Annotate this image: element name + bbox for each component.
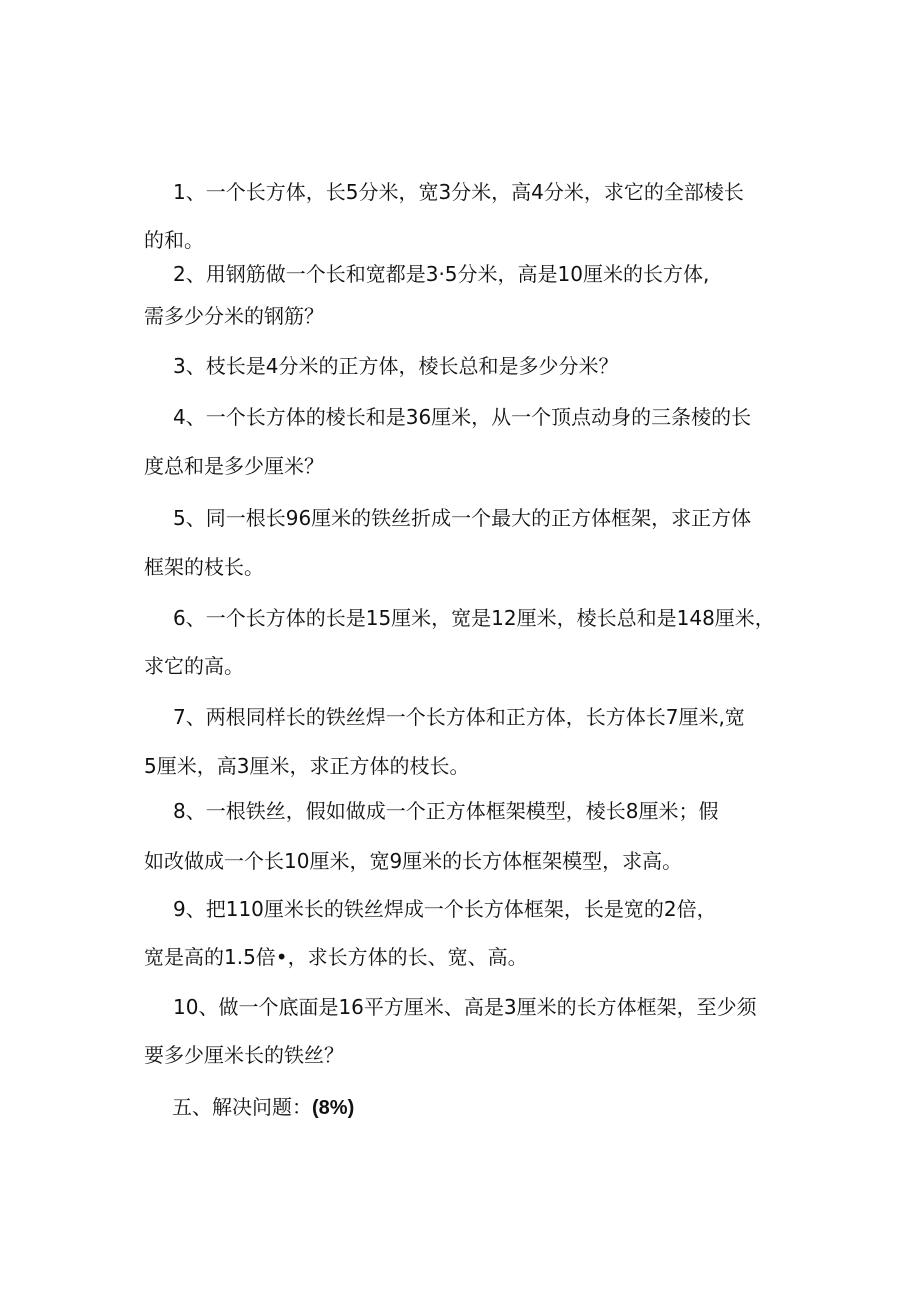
problem-6-line-2: 求它的高。 bbox=[144, 654, 244, 678]
problem-3-line-1: 3、枝长是4分米的正方体，棱长总和是多少分米？ bbox=[173, 354, 619, 378]
problem-4-line-2: 度总和是多少厘米？ bbox=[144, 454, 324, 478]
problem-2-line-1: 2、用钢筋做一个长和宽都是3·5分米，高是10厘米的长方体, bbox=[173, 262, 710, 286]
problem-2-line-2: 需多少分米的钢筋？ bbox=[144, 304, 324, 328]
section-score: (8%) bbox=[312, 1097, 355, 1119]
section-title: 五、解决问题： bbox=[172, 1095, 312, 1119]
problem-6-line-1: 6、一个长方体的长是15厘米，宽是12厘米，棱长总和是148厘米， bbox=[173, 606, 775, 630]
problem-10-line-2: 要多少厘米长的铁丝？ bbox=[144, 1043, 344, 1067]
problem-9-line-2: 宽是高的1.5倍•，求长方体的长、宽、高。 bbox=[144, 945, 528, 969]
section-heading bbox=[172, 1093, 354, 1122]
problem-5-line-1: 5、同一根长96厘米的铁丝折成一个最大的正方体框架，求正方体 bbox=[173, 506, 752, 530]
problem-7-line-2: 5厘米，高3厘米，求正方体的枝长。 bbox=[144, 754, 470, 778]
problem-1-line-2: 的和。 bbox=[144, 228, 204, 252]
problem-9-line-1: 9、把110厘米长的铁丝焊成一个长方体框架，长是宽的2倍， bbox=[173, 897, 717, 921]
problem-1-line-1: 1、一个长方体，长5分米，宽3分米，高4分米，求它的全部棱长 bbox=[173, 180, 744, 204]
problem-7-line-1: 7、两根同样长的铁丝焊一个长方体和正方体，长方体长7厘米,宽 bbox=[173, 705, 745, 729]
problem-5-line-2: 框架的枝长。 bbox=[144, 555, 264, 579]
problem-10-line-1: 10、做一个底面是16平方厘米、高是3厘米的长方体框架，至少须 bbox=[173, 995, 757, 1019]
problem-4-line-1: 4、一个长方体的棱长和是36厘米，从一个顶点动身的三条棱的长 bbox=[173, 405, 752, 429]
problem-8-line-1: 8、一根铁丝，假如做成一个正方体框架模型，棱长8厘米；假 bbox=[173, 799, 719, 823]
problem-8-line-2: 如改做成一个长10厘米，宽9厘米的长方体框架模型，求高。 bbox=[144, 849, 683, 873]
